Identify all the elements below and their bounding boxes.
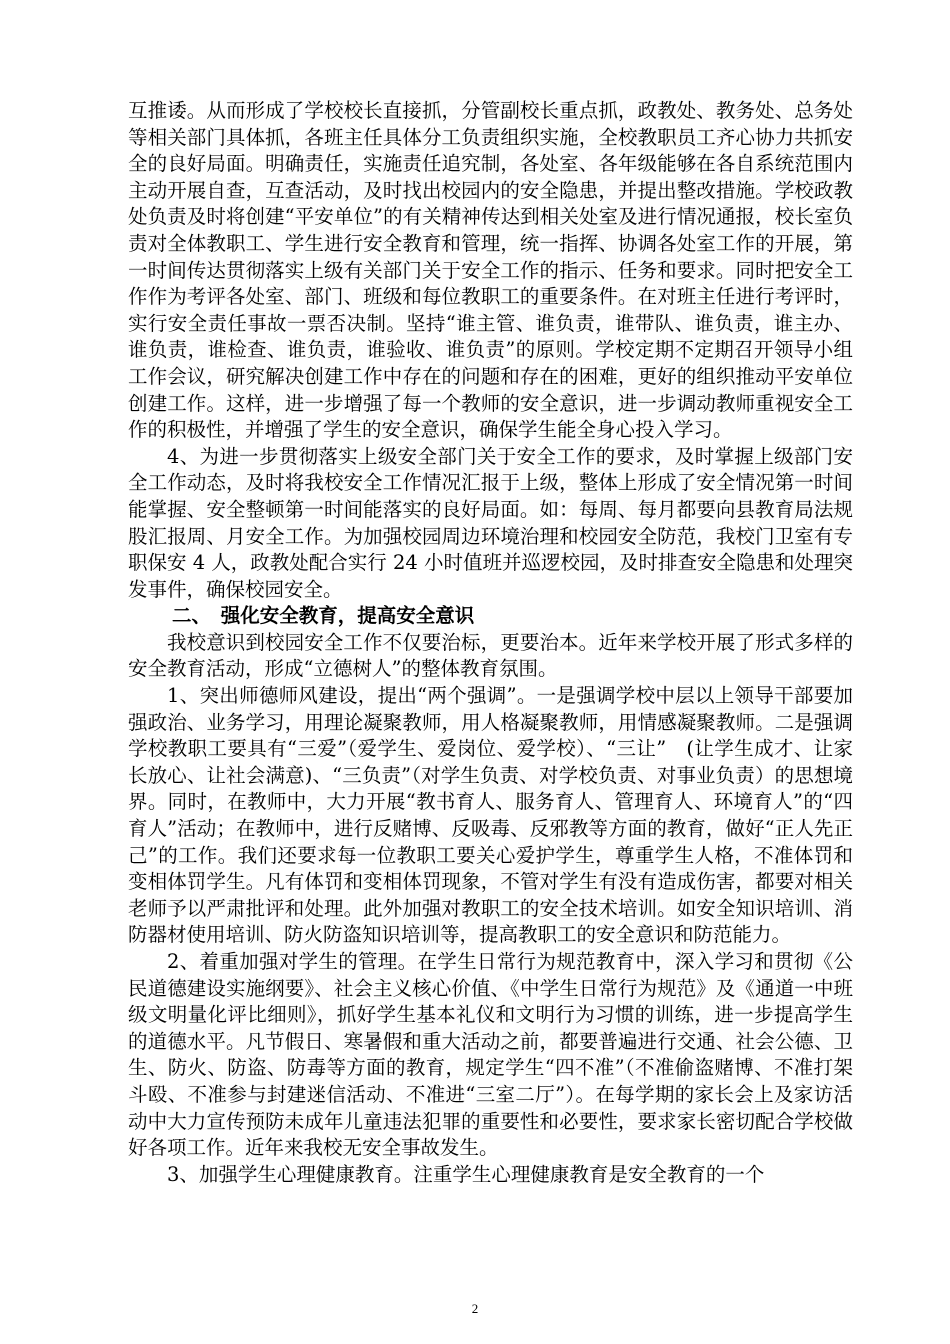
body-text — [128, 98, 853, 1188]
section-heading-2: 二、 强化安全教育，提高安全意识 — [172, 604, 475, 628]
paragraph-continued: 互推诿。从而形成了学校校长直接抓，分管副校长重点抓，政教处、教务处、总务处等相关部门具体抓，各班主任具体分工负责组织实施，全校教职员工齐心协力共抓安全的良好局面。明确责任，实施责任追究制，各处室、各年级能够在各自系统范围内主动开展自查，互查活动，及时找出校园内的安全隐患，并提出整改措施。学校政教处负责及时将创建“平安单位”的有关精神传达到相关处室及进行情况通报，校长室负责对全体教职工、学生进行安全教育和管理，统一指挥、协调各处室工作的开展，第一时间传达贯彻落实上级有关部门关于安全工作的指示、任务和要求。同时把安全工作作为考评各处室、部门、班级和每位教职工的重要条件。在对班主任进行考评时，实行安全责任事故一票否决制。坚持“谁主管、谁负责，谁带队、谁负责，谁主办、谁负责，谁检查、谁负责，谁验收、谁负责”的原则。学校定期不定期召开领导小组工作会议，研究解决创建工作中存在的问题和存在的困难，更好的组织推动平安单位创建工作。这样，进一步增强了每一个教师的安全意识，进一步调动教师重视安全工作的积极性，并增强了学生的安全意识，确保学生能全身心投入学习。 — [128, 99, 853, 442]
paragraph-item-2: 2、着重加强对学生的管理。在学生日常行为规范教育中，深入学习和贯彻《公民道德建设实施纲要》、社会主义核心价值、《中学生日常行为规范》及《通道一中班级文明量化评比细则》，抓好学生基本礼仪和文明行为习惯的训练，进一步提高学生的道德水平。凡节假日、寒暑假和重大活动之前，都要普遍进行交通、社会公德、卫生、防火、防盗、防毒等方面的教育，规定学生“四不准”（不准偷盗赌博、不准打架斗殴、不准参与封建迷信活动、不准进“三室二厅”）。在每学期的家长会上及家访活动中大力宣传预防未成年儿童违法犯罪的重要性和必要性，要求家长密切配合学校做好各项工作。近年来我校无安全事故发生。 — [128, 950, 853, 1160]
paragraph-item-1: 1、突出师德师风建设，提出“两个强调”。一是强调学校中层以上领导干部要加强政治、业务学习，用理论凝聚教师，用人格凝聚教师，用情感凝聚教师。二是强调学校教职工要具有“三爱”（爱学生、爱岗位、爱学校）、“三让” (让学生成才、让家长放心、让社会满意)、“三负责”（对学生负责、对学校负责、对事业负责）的思想境界。同时，在教师中，大力开展“教书育人、服务育人、管理育人、环境育人”的“四育人”活动；在教师中，进行反赌博、反吸毒、反邪教等方面的教育，做好“正人先正己”的工作。我们还要求每一位教职工要关心爱护学生，尊重学生人格，不准体罚和变相体罚学生。凡有体罚和变相体罚现象，不管对学生有没有造成伤害，都要对相关老师予以严肃批评和处理。此外加强对教职工的安全技术培训。如安全知识培训、消防器材使用培训、防火防盗知识培训等，提高教职工的安全意识和防范能力。 — [128, 684, 853, 947]
paragraph-intro: 我校意识到校园安全工作不仅要治标，更要治本。近年来学校开展了形式多样的安全教育活动，形成“立德树人”的整体教育氛围。 — [128, 630, 853, 681]
page-number: 2 — [471, 1301, 479, 1316]
paragraph-item-3: 3、加强学生心理健康教育。注重学生心理健康教育是安全教育的一个 — [167, 1162, 765, 1186]
paragraph-item-4: 4、为进一步贯彻落实上级安全部门关于安全工作的要求，及时掌握上级部门安全工作动态，及时将我校安全工作情况汇报于上级，整体上形成了安全情况第一时间能掌握、安全整顿第一时间能落实的良好局面。如：每周、每月都要向县教育局法规股汇报周、月安全工作。为加强校园周边环境治理和校园安全防范，我校门卫室有专职保安 4 人，政教处配合实行 24 小时值班并巡逻校园，及时排查安全隐患和处理突发事件，确保校园安全。 — [128, 444, 854, 601]
